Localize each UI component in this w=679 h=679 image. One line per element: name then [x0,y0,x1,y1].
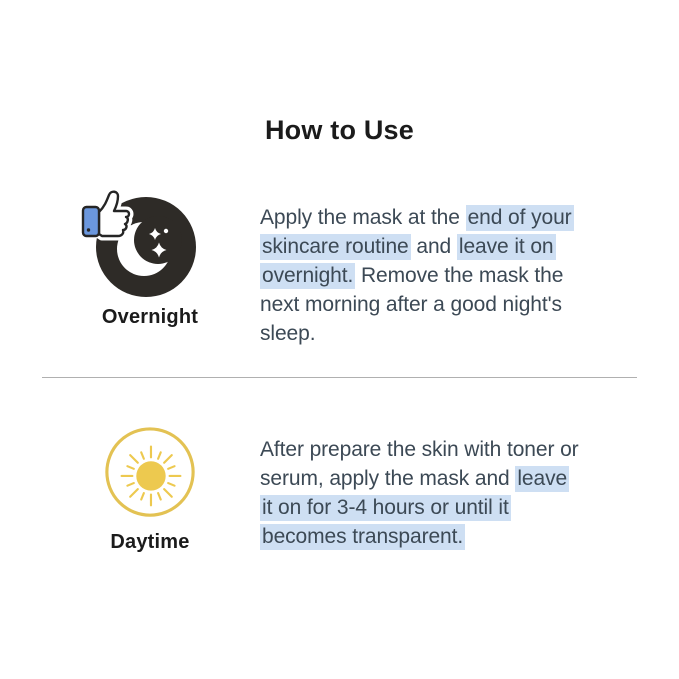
highlighted-text: end of your skincare routine [262,206,572,258]
overnight-instructions [260,203,582,348]
text-segment: Apply the mask at the [260,206,466,229]
sun-icon [101,424,199,522]
moon-sparkles-thumbs-up-icon [78,186,200,304]
overnight-icon [78,186,200,309]
daytime-instructions [260,435,582,551]
page-title: How to Use [264,115,414,146]
text-segment: After prepare the skin with toner or serum, apply the mask and [260,438,579,490]
thumbs-up-icon [83,192,129,236]
daytime-icon [101,424,199,527]
highlighted-text: leave it on overnight. [262,235,554,287]
section-divider [42,377,637,378]
daytime-label: Daytime [110,531,190,553]
overnight-label: Overnight [101,306,199,328]
text-segment: Remove the mask the next morning after a good night's sleep. [260,264,564,345]
highlighted-text: leave it on for 3-4 hours or until it becomes transparent. [262,467,568,548]
text-segment: and [410,235,457,258]
